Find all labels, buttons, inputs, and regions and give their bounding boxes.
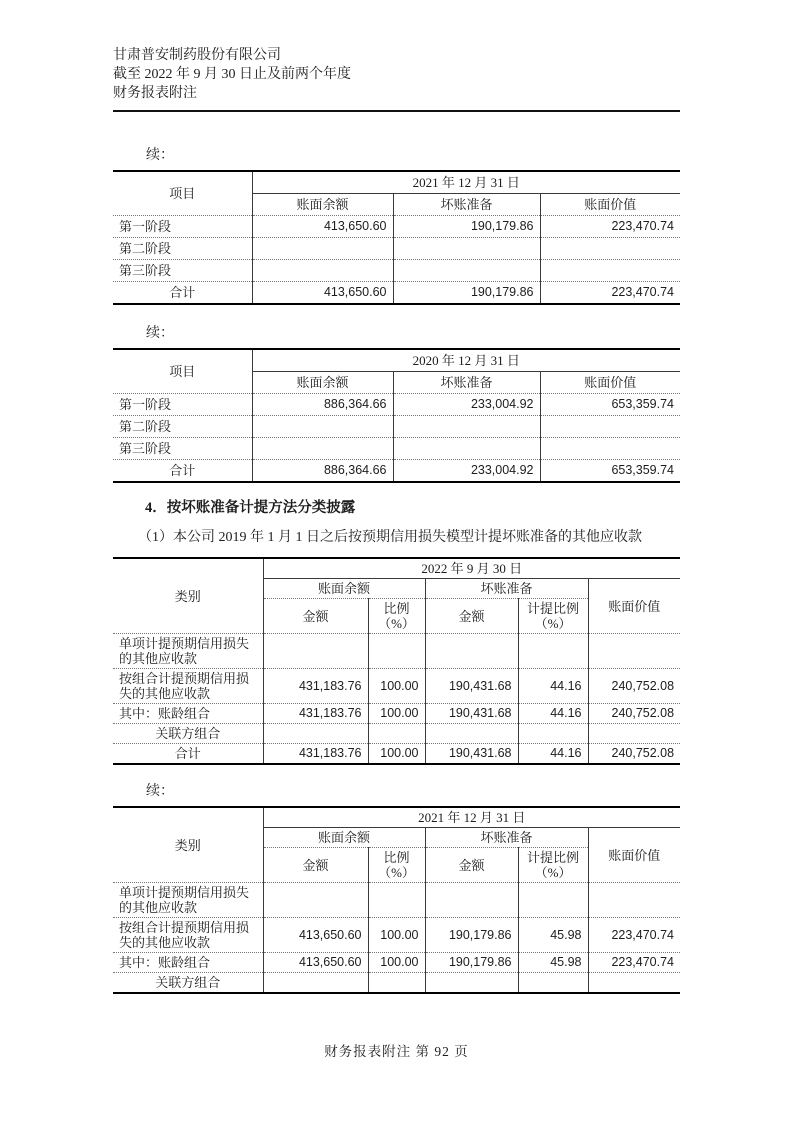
value-cell <box>518 634 588 669</box>
table-row <box>113 704 680 724</box>
item-header-cell: 项目 <box>113 349 252 394</box>
date-header-cell: 2022 年 9 月 30 日 <box>263 558 680 579</box>
value-cell <box>518 724 588 744</box>
table-row <box>113 238 680 260</box>
value-cell: 100.00 <box>368 669 425 704</box>
table-row <box>113 883 680 918</box>
total-row <box>113 460 680 483</box>
column-header: 计提比例（%） <box>518 848 588 883</box>
company-name: 甘肃普安制药股份有限公司 <box>113 48 281 63</box>
document-title: 财务报表附注 <box>113 86 197 101</box>
category-table-2022 <box>113 557 680 765</box>
column-header: 账面价值 <box>540 372 680 394</box>
row-label-cell: 其中：账龄组合 <box>113 704 263 724</box>
value-cell: 240,752.08 <box>588 669 680 704</box>
value-cell: 240,752.08 <box>588 704 680 724</box>
column-header: 金额 <box>425 848 518 883</box>
row-label-cell: 按组合计提预期信用损失的其他应收款 <box>113 918 263 953</box>
group-header: 账面价值 <box>588 579 680 634</box>
table-row <box>113 394 680 416</box>
value-cell: 413,650.60 <box>252 216 393 238</box>
value-cell <box>540 438 680 460</box>
column-header: 账面余额 <box>252 194 393 216</box>
value-cell <box>588 724 680 744</box>
column-header: 坏账准备 <box>393 372 540 394</box>
value-cell: 190,179.86 <box>425 953 518 973</box>
value-cell <box>425 724 518 744</box>
category-header-cell: 类别 <box>113 558 263 634</box>
row-label-cell: 第三阶段 <box>113 438 252 460</box>
value-cell: 223,470.74 <box>588 953 680 973</box>
value-cell <box>252 260 393 282</box>
value-cell: 100.00 <box>368 953 425 973</box>
table-row <box>113 953 680 973</box>
value-cell: 431,183.76 <box>263 744 368 765</box>
value-cell <box>263 973 368 994</box>
group-header: 账面余额 <box>263 579 425 599</box>
continued-label-1: 续： <box>146 148 174 163</box>
value-cell <box>588 973 680 994</box>
date-header-cell: 2021 年 12 月 31 日 <box>252 171 680 194</box>
value-cell: 240,752.08 <box>588 744 680 765</box>
value-cell: 233,004.92 <box>393 460 540 483</box>
value-cell: 100.00 <box>368 704 425 724</box>
value-cell <box>540 238 680 260</box>
table-row <box>113 260 680 282</box>
value-cell <box>368 973 425 994</box>
row-label-cell: 第一阶段 <box>113 394 252 416</box>
value-cell <box>425 634 518 669</box>
row-label-cell: 单项计提预期信用损失的其他应收款 <box>113 883 263 918</box>
value-cell: 190,179.86 <box>393 216 540 238</box>
value-cell <box>263 724 368 744</box>
item-header-cell: 项目 <box>113 171 252 216</box>
table-row <box>113 973 680 994</box>
value-cell <box>252 438 393 460</box>
value-cell <box>425 883 518 918</box>
value-cell: 653,359.74 <box>540 460 680 483</box>
column-header: 金额 <box>263 599 368 634</box>
row-label-cell: 第一阶段 <box>113 216 252 238</box>
value-cell: 190,179.86 <box>393 282 540 305</box>
value-cell: 223,470.74 <box>588 918 680 953</box>
value-cell <box>368 634 425 669</box>
value-cell: 233,004.92 <box>393 394 540 416</box>
continued-label-3: 续： <box>146 784 174 799</box>
stage-table-2021 <box>113 170 680 305</box>
table-header-row <box>113 807 680 828</box>
value-cell: 100.00 <box>368 918 425 953</box>
row-label-cell: 第二阶段 <box>113 238 252 260</box>
date-header-cell: 2021 年 12 月 31 日 <box>263 807 680 828</box>
row-label-cell: 单项计提预期信用损失的其他应收款 <box>113 634 263 669</box>
group-header: 账面余额 <box>263 828 425 848</box>
value-cell <box>518 973 588 994</box>
column-header: 账面余额 <box>252 372 393 394</box>
value-cell: 44.16 <box>518 744 588 765</box>
total-row <box>113 744 680 765</box>
value-cell <box>588 883 680 918</box>
column-header: 比例（%） <box>368 848 425 883</box>
report-period: 截至 2022 年 9 月 30 日止及前两个年度 <box>113 67 351 82</box>
table-row <box>113 918 680 953</box>
value-cell <box>393 238 540 260</box>
header-rule <box>113 110 680 112</box>
column-header: 金额 <box>263 848 368 883</box>
date-header-cell: 2020 年 12 月 31 日 <box>252 349 680 372</box>
table-header-row <box>113 558 680 579</box>
value-cell: 886,364.66 <box>252 460 393 483</box>
value-cell: 886,364.66 <box>252 394 393 416</box>
value-cell: 100.00 <box>368 744 425 765</box>
stage-table-2020 <box>113 348 680 483</box>
value-cell <box>263 883 368 918</box>
column-header: 计提比例（%） <box>518 599 588 634</box>
value-cell: 653,359.74 <box>540 394 680 416</box>
continued-label-2: 续： <box>146 326 174 341</box>
section-heading: 4．按坏账准备计提方法分类披露 <box>145 500 356 516</box>
total-row <box>113 282 680 305</box>
value-cell: 190,431.68 <box>425 744 518 765</box>
value-cell <box>393 438 540 460</box>
value-cell: 413,650.60 <box>252 282 393 305</box>
table-header-row <box>113 349 680 372</box>
column-header: 比例（%） <box>368 599 425 634</box>
value-cell: 223,470.74 <box>540 216 680 238</box>
value-cell: 413,650.60 <box>263 918 368 953</box>
group-header: 坏账准备 <box>425 579 588 599</box>
value-cell: 223,470.74 <box>540 282 680 305</box>
table-row <box>113 634 680 669</box>
value-cell <box>518 883 588 918</box>
row-label-cell: 合计 <box>169 285 196 300</box>
table-row <box>113 416 680 438</box>
value-cell <box>263 634 368 669</box>
table-row <box>113 438 680 460</box>
page-footer: 财务报表附注 第 92 页 <box>324 1044 469 1059</box>
row-label-cell: 关联方组合 <box>155 975 221 990</box>
category-table-2021 <box>113 806 680 994</box>
row-label-cell: 合计 <box>169 463 196 478</box>
document-header <box>113 46 680 103</box>
value-cell <box>588 634 680 669</box>
row-label-cell: 第二阶段 <box>113 416 252 438</box>
value-cell: 190,179.86 <box>425 918 518 953</box>
row-label-cell: 合计 <box>174 746 201 761</box>
row-label-cell: 其中：账龄组合 <box>113 953 263 973</box>
value-cell: 44.16 <box>518 704 588 724</box>
table-row <box>113 724 680 744</box>
value-cell <box>368 724 425 744</box>
table-header-row <box>113 171 680 194</box>
value-cell <box>393 260 540 282</box>
value-cell: 190,431.68 <box>425 669 518 704</box>
group-header: 账面价值 <box>588 828 680 883</box>
table-row <box>113 216 680 238</box>
value-cell <box>368 883 425 918</box>
value-cell: 413,650.60 <box>263 953 368 973</box>
column-header: 坏账准备 <box>393 194 540 216</box>
value-cell: 44.16 <box>518 669 588 704</box>
row-label-cell: 关联方组合 <box>113 724 263 744</box>
row-label-cell: 按组合计提预期信用损失的其他应收款 <box>113 669 263 704</box>
value-cell: 45.98 <box>518 953 588 973</box>
value-cell: 431,183.76 <box>263 704 368 724</box>
section-paragraph: （1）本公司 2019 年 1 月 1 日之后按预期信用损失模型计提坏账准备的其他应收款 <box>138 530 642 545</box>
category-header-cell: 类别 <box>113 807 263 883</box>
value-cell <box>252 238 393 260</box>
value-cell <box>540 260 680 282</box>
value-cell: 431,183.76 <box>263 669 368 704</box>
group-header: 坏账准备 <box>425 828 588 848</box>
value-cell <box>425 973 518 994</box>
column-header: 金额 <box>425 599 518 634</box>
row-label-cell: 第三阶段 <box>113 260 252 282</box>
table-row <box>113 669 680 704</box>
column-header: 账面价值 <box>540 194 680 216</box>
value-cell <box>393 416 540 438</box>
value-cell: 45.98 <box>518 918 588 953</box>
value-cell <box>252 416 393 438</box>
value-cell: 190,431.68 <box>425 704 518 724</box>
value-cell <box>540 416 680 438</box>
